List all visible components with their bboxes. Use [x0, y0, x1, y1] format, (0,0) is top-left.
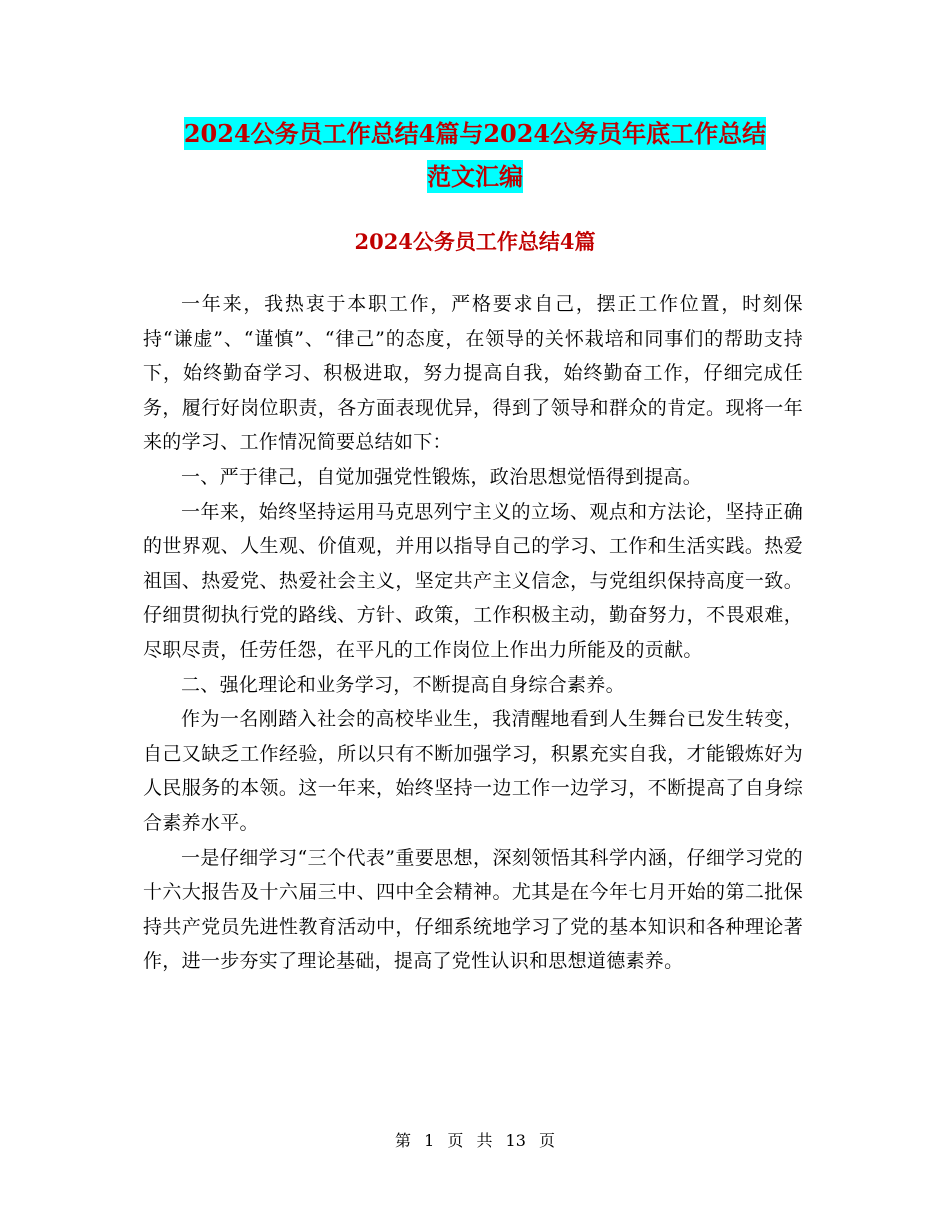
document-title-line-2: 范文汇编 [427, 162, 523, 191]
paragraph-heading-2: 二、强化理论和业务学习，不断提高自身综合素养。 [181, 673, 625, 696]
paragraph-2: 作为一名刚踏入社会的高校毕业生，我清醒地看到人生舞台已发生转变，自己又缺乏工作经验，所以只有不断加强学习，积累充实自我，才能锻炼好为人民服务的本领。这一年来，始终坚持一边工作一边学习，不断提高了自身综合素养水平。 [143, 708, 803, 834]
document-title-line-1: 2024公务员工作总结4篇与2024公务员年底工作总结 [183, 119, 767, 148]
paragraph-3: 一是仔细学习“三个代表”重要思想，深刻领悟其科学内涵，仔细学习党的十六大报告及十六届三中、四中全会精神。尤其是在今年七月开始的第二批保持共产党员先进性教育活动中，仔细系统地学习了党的基本知识和各种理论著作，进一步夯实了理论基础，提高了党性认识和思想道德素养。 [143, 846, 803, 973]
paragraph-1: 一年来，始终坚持运用马克思列宁主义的立场、观点和方法论，坚持正确的世界观、人生观、价值观，并用以指导自己的学习、工作和生活实践。热爱祖国、热爱党、热爱社会主义，坚定共产主义信念，与党组织保持高度一致。仔细贯彻执行党的路线、方针、政策，工作积极主动，勤奋努力，不畏艰难，尽职尽责，任劳任怨，在平凡的工作岗位上作出力所能及的贡献。 [143, 500, 803, 661]
paragraph-intro: 一年来，我热衷于本职工作，严格要求自己，摆正工作位置，时刻保持“谦虚”、“谨慎”、“律己”的态度，在领导的关怀栽培和同事们的帮助支持下，始终勤奋学习、积极进取，努力提高自我，始终勤奋工作，仔细完成任务，履行好岗位职责，各方面表现优异，得到了领导和群众的肯定。现将一年来的学习、工作情况简要总结如下： [143, 293, 803, 454]
section-title: 2024公务员工作总结4篇 [354, 229, 596, 254]
page-footer: 第 1 页 共 13 页 [395, 1131, 555, 1150]
document-body [143, 287, 803, 979]
paragraph-heading-1: 一、严于律己，自觉加强党性锻炼，政治思想觉悟得到提高。 [181, 465, 703, 488]
